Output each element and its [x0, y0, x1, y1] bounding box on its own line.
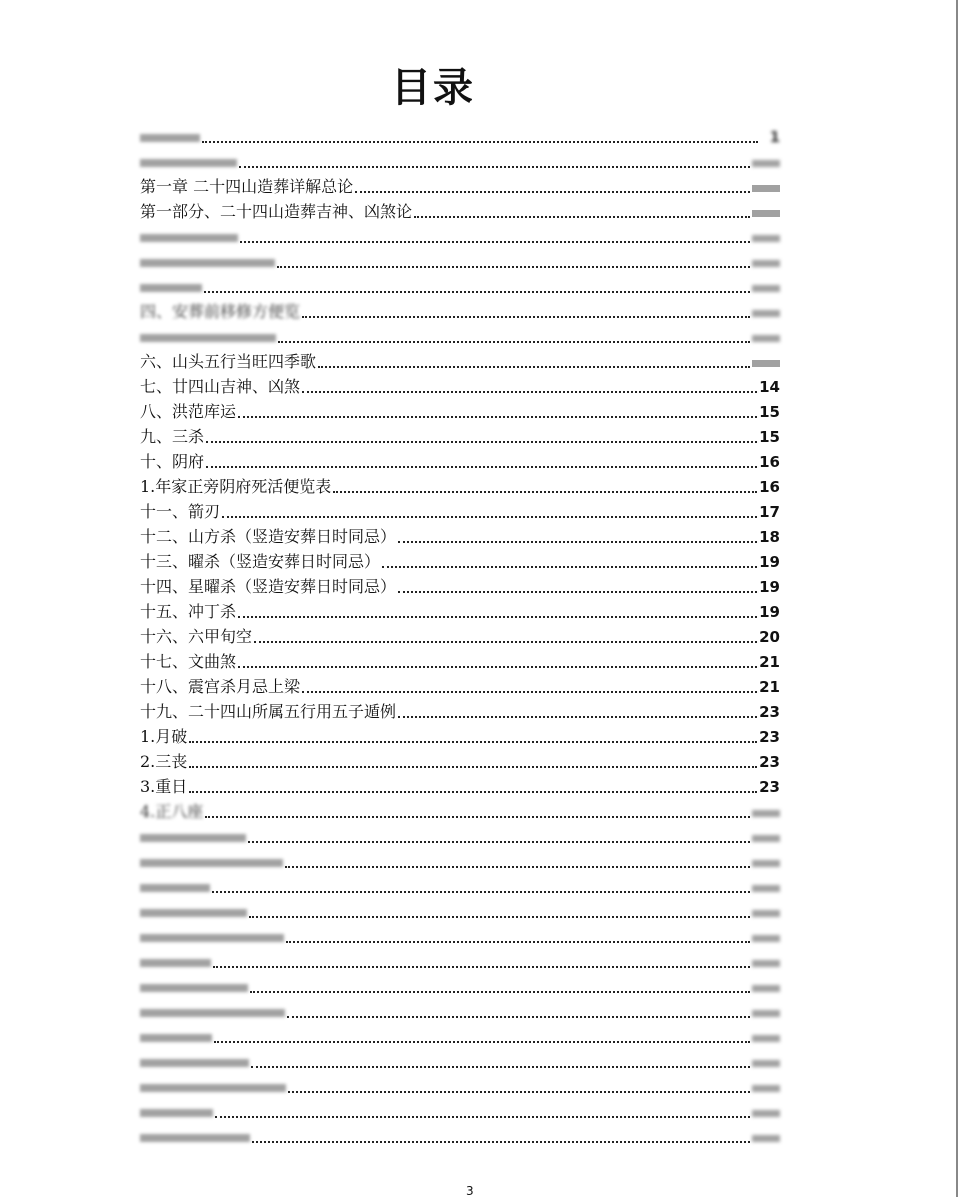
toc-entry[interactable]: [140, 347, 780, 372]
toc-entry-page: 18: [759, 528, 780, 546]
dot-leader: [278, 321, 750, 343]
toc-entry[interactable]: [140, 747, 780, 772]
toc-entry[interactable]: [140, 447, 780, 472]
toc-entry-page: 15: [759, 428, 780, 446]
toc-entry-title: 八、洪范库运: [140, 402, 237, 421]
dot-leader: [189, 771, 757, 793]
dot-leader: [249, 896, 750, 918]
toc-entry-page: [752, 1060, 780, 1067]
dot-leader: [222, 496, 757, 518]
toc-entry[interactable]: [140, 997, 780, 1022]
toc-entry-page: [752, 1110, 780, 1117]
toc-entry[interactable]: [140, 372, 780, 397]
dot-leader: [240, 221, 750, 243]
dot-leader: [189, 721, 757, 743]
dot-leader: [212, 871, 750, 893]
dot-leader: [288, 1071, 750, 1093]
toc-entry[interactable]: [140, 1047, 780, 1072]
dot-leader: [205, 796, 750, 818]
toc-entry[interactable]: [140, 947, 780, 972]
toc-entry-page: [752, 260, 780, 267]
page-number: 3: [466, 1184, 474, 1198]
toc-entry[interactable]: [140, 397, 780, 422]
toc-entry-page: [752, 185, 780, 192]
toc-entry[interactable]: [140, 147, 780, 172]
toc-entry-page: [752, 960, 780, 967]
dot-leader: [302, 371, 757, 393]
toc-entry-page: 23: [759, 728, 780, 746]
toc-entry-title: 十四、星曜杀（竖造安葬日时同忌）: [140, 577, 397, 596]
toc-entry-page: [752, 910, 780, 917]
toc-entry-title: 七、廿四山吉神、凶煞: [140, 377, 301, 396]
toc-entry[interactable]: [140, 247, 780, 272]
toc-entry[interactable]: [140, 922, 780, 947]
toc-entry[interactable]: [140, 522, 780, 547]
toc-entry-title: 十七、文曲煞: [140, 652, 237, 671]
toc-entry-page: 23: [759, 753, 780, 771]
toc-entry[interactable]: [140, 122, 780, 147]
toc-entry-page: [752, 335, 780, 342]
toc-entry-title: [140, 1084, 286, 1092]
dot-leader: [238, 646, 757, 668]
toc-entry[interactable]: [140, 822, 780, 847]
toc-entry-title: 四、安葬前移修方便览: [140, 302, 301, 321]
toc-entry[interactable]: [140, 172, 780, 197]
dot-leader: [355, 171, 750, 193]
toc-entry-title: [140, 1059, 249, 1067]
dot-leader: [238, 596, 757, 618]
toc-entry-page: 19: [759, 578, 780, 596]
toc-entry-page: [752, 935, 780, 942]
toc-entry-page: [752, 1085, 780, 1092]
toc-entry-page: 1: [769, 128, 780, 146]
toc-entry[interactable]: [140, 472, 780, 497]
toc-entry-page: [752, 285, 780, 292]
dot-leader: [254, 621, 757, 643]
toc-entry[interactable]: [140, 497, 780, 522]
toc-entry-page: [752, 160, 780, 167]
toc-entry-page: 19: [759, 553, 780, 571]
dot-leader: [382, 546, 757, 568]
dot-leader: [202, 121, 758, 143]
toc-entry[interactable]: [140, 1097, 780, 1122]
toc-entry-title: 4.正八座: [140, 802, 204, 821]
toc-entry-page: 23: [759, 703, 780, 721]
toc-entry-title: 1.年家正旁阴府死活便览表: [140, 477, 332, 496]
toc-entry-title: 十三、曜杀（竖造安葬日时同忌）: [140, 552, 381, 571]
toc-entry[interactable]: [140, 1122, 780, 1147]
dot-leader: [189, 746, 757, 768]
dot-leader: [398, 696, 757, 718]
dot-leader: [213, 946, 750, 968]
dot-leader: [214, 1021, 750, 1043]
toc-entry-page: [752, 835, 780, 842]
dot-leader: [398, 571, 757, 593]
toc-entry-page: [752, 210, 780, 217]
toc-entry-title: 十、阴府: [140, 452, 205, 471]
toc-entry-page: 15: [759, 403, 780, 421]
toc-entry[interactable]: [140, 597, 780, 622]
toc-entry-title: 十八、震宫杀月忌上梁: [140, 677, 301, 696]
dot-leader: [250, 971, 750, 993]
toc-entry[interactable]: [140, 272, 780, 297]
toc-entry-title: [140, 1034, 212, 1042]
toc-entry-page: 23: [759, 778, 780, 796]
toc-entry-title: 第一部分、二十四山造葬吉神、凶煞论: [140, 202, 413, 221]
toc-entry-title: 2.三丧: [140, 752, 188, 771]
toc-entry-title: [140, 1009, 285, 1017]
dot-leader: [215, 1096, 750, 1118]
toc-entry-title: [140, 859, 283, 867]
toc-entry-page: [752, 860, 780, 867]
toc-entry-title: [140, 234, 238, 242]
toc-entry-page: [752, 810, 780, 817]
toc-entry-title: 第一章 二十四山造葬详解总论: [140, 177, 354, 196]
dot-leader: [238, 396, 757, 418]
dot-leader: [277, 246, 750, 268]
toc-entry-page: 16: [759, 478, 780, 496]
toc-entry-title: [140, 884, 210, 892]
toc-entry[interactable]: [140, 222, 780, 247]
toc-entry-title: [140, 959, 211, 967]
dot-leader: [248, 821, 750, 843]
page-title: 目录: [391, 65, 475, 111]
dot-leader: [302, 671, 757, 693]
toc-entry-title: [140, 284, 202, 292]
toc-entry-page: 20: [759, 628, 780, 646]
toc-entry[interactable]: [140, 197, 780, 222]
toc-entry[interactable]: [140, 422, 780, 447]
dot-leader: [287, 996, 750, 1018]
dot-leader: [204, 271, 750, 293]
toc-entry-title: [140, 159, 237, 167]
toc-entry-page: [752, 985, 780, 992]
toc-entry[interactable]: [140, 872, 780, 897]
toc-entry[interactable]: [140, 647, 780, 672]
toc-entry-title: [140, 134, 200, 142]
toc-entry-title: 六、山头五行当旺四季歌: [140, 352, 317, 371]
toc-entry-page: [752, 360, 780, 367]
toc-entry-page: [752, 310, 780, 317]
toc-entry[interactable]: [140, 897, 780, 922]
dot-leader: [206, 421, 757, 443]
toc-entry[interactable]: [140, 672, 780, 697]
toc-entry[interactable]: [140, 547, 780, 572]
toc-entry-page: 16: [759, 453, 780, 471]
dot-leader: [414, 196, 750, 218]
toc-entry-page: 21: [759, 678, 780, 696]
toc-entry-title: 十五、冲丁杀: [140, 602, 237, 621]
toc-entry[interactable]: [140, 1072, 780, 1097]
toc-entry[interactable]: [140, 1022, 780, 1047]
dot-leader: [252, 1121, 750, 1143]
toc-entry-title: [140, 984, 248, 992]
toc-entry-title: [140, 334, 276, 342]
toc-entry[interactable]: [140, 297, 780, 322]
toc-entry-title: 十一、箭刃: [140, 502, 221, 521]
toc-entry-title: [140, 259, 275, 267]
toc-entry-title: [140, 934, 284, 942]
toc-entry-title: 十九、二十四山所属五行用五子遁例: [140, 702, 397, 721]
toc-entry-title: 1.月破: [140, 727, 188, 746]
toc-entry-page: [752, 235, 780, 242]
toc-entry-title: [140, 1134, 250, 1142]
toc-entry-title: 3.重日: [140, 777, 188, 796]
toc-entry[interactable]: [140, 797, 780, 822]
toc-entry[interactable]: [140, 622, 780, 647]
toc-entry-title: [140, 834, 246, 842]
toc-entry[interactable]: [140, 847, 780, 872]
toc-entry[interactable]: [140, 697, 780, 722]
table-of-contents: [140, 122, 780, 1147]
toc-entry-page: 14: [759, 378, 780, 396]
toc-entry-title: 九、三杀: [140, 427, 205, 446]
toc-entry[interactable]: [140, 972, 780, 997]
dot-leader: [333, 471, 757, 493]
toc-entry-page: [752, 1135, 780, 1142]
toc-entry[interactable]: [140, 322, 780, 347]
toc-entry-page: [752, 1010, 780, 1017]
dot-leader: [286, 921, 750, 943]
dot-leader: [398, 521, 757, 543]
toc-entry-page: 17: [759, 503, 780, 521]
dot-leader: [239, 146, 750, 168]
toc-entry[interactable]: [140, 722, 780, 747]
toc-entry-title: 十六、六甲旬空: [140, 627, 253, 646]
dot-leader: [251, 1046, 750, 1068]
toc-entry-page: [752, 885, 780, 892]
toc-entry-page: 21: [759, 653, 780, 671]
toc-entry[interactable]: [140, 572, 780, 597]
dot-leader: [206, 446, 757, 468]
toc-entry[interactable]: [140, 772, 780, 797]
toc-entry-title: [140, 909, 247, 917]
toc-entry-page: [752, 1035, 780, 1042]
toc-entry-page: 19: [759, 603, 780, 621]
toc-entry-title: [140, 1109, 213, 1117]
dot-leader: [302, 296, 750, 318]
dot-leader: [318, 346, 750, 368]
toc-entry-title: 十二、山方杀（竖造安葬日时同忌）: [140, 527, 397, 546]
dot-leader: [285, 846, 750, 868]
